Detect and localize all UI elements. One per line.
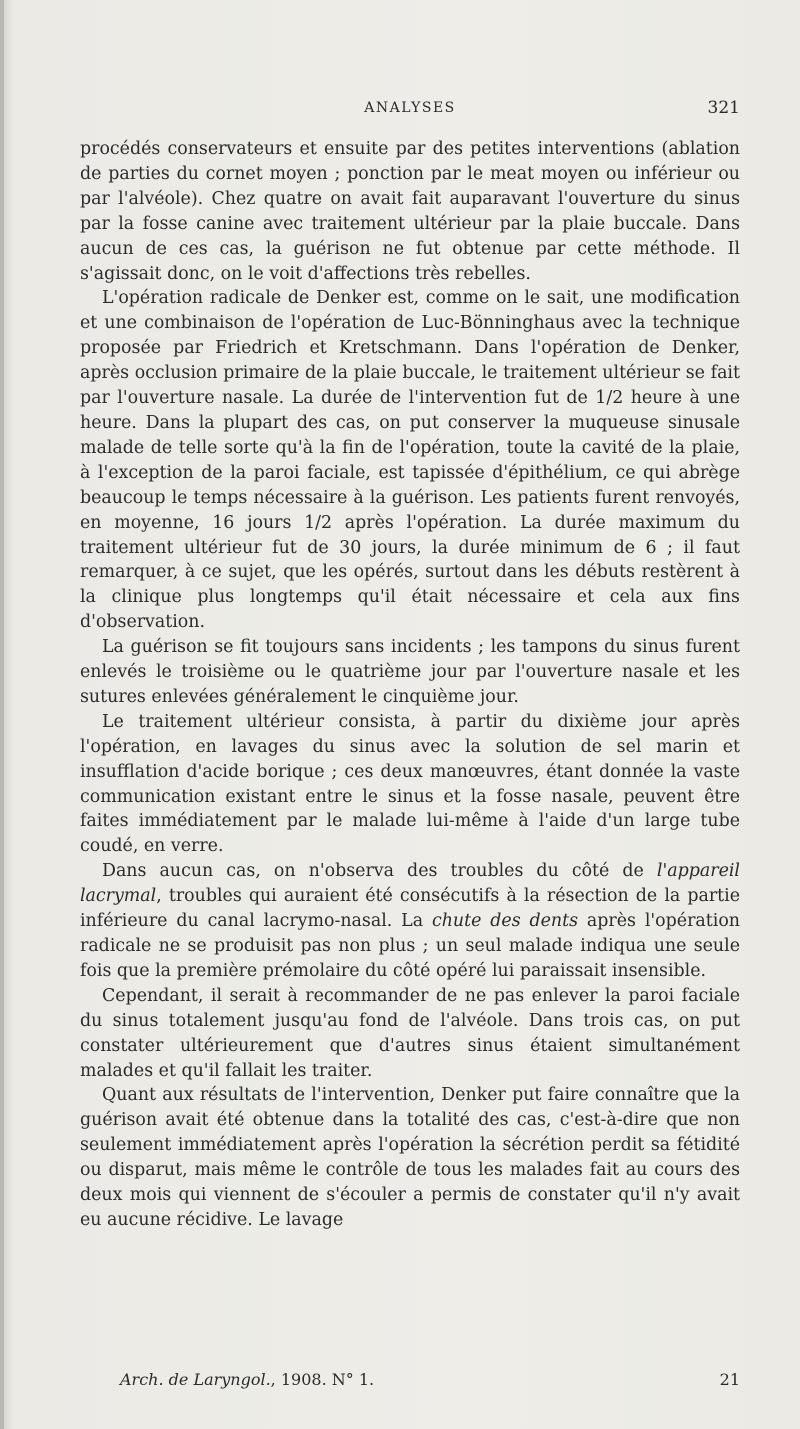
page-footer bbox=[80, 1370, 740, 1396]
text-segment: après l'opération radicale ne se produisit pas non plus ; un seul malade indiqua une seule fois que la première prémolaire du côté opéré lui paraissait insensible. bbox=[80, 911, 740, 981]
page-number: 321 bbox=[707, 98, 740, 118]
citation-journal: Arch. de Laryngol. bbox=[120, 1370, 271, 1389]
paragraph bbox=[80, 635, 740, 710]
running-head: ANALYSES bbox=[364, 100, 456, 116]
paragraph bbox=[80, 1083, 740, 1232]
text-segment: Cependant, il serait à recommander de ne pas enlever la paroi faciale du sinus totalement jusqu'au fond de l'alvéole. Dans trois cas, on put constater ultérieurement que d'autres sinus étaient simultanément malades et qu'il fallait les traiter. bbox=[80, 985, 740, 1081]
footer-citation bbox=[120, 1370, 374, 1389]
page-header bbox=[80, 100, 740, 124]
text-segment: Quant aux résultats de l'intervention, Denker put faire connaître que la guérison avait été obtenue dans la totalité des cas, c'est-à-dire que non seulement immédiatement après l'opération la sécrétion perdit sa fétidité ou disparut, mais même le contrôle de tous les malades fait au cours des deux mois qui viennent de s'écouler a permis de constater qu'il n'y avait eu aucune récidive. Le lavage bbox=[80, 1085, 740, 1230]
text-segment: La guérison se fit toujours sans incidents ; les tampons du sinus furent enlevés le troisième ou le quatrième jour par l'ouverture nasale et les sutures enlevées généralement le cinquième jour. bbox=[80, 637, 740, 707]
paragraph bbox=[80, 859, 740, 984]
text-segment: , troubles qui auraient été consécutifs à la résection de la partie inférieure du canal lacrymo-nasal. La bbox=[80, 886, 740, 932]
text-segment: L'opération radicale de Denker est, comme on le sait, une modification et une combinaison de l'opération de Luc-Bönninghaus avec la technique proposée par Friedrich et Kretschmann. Dans l'opération de Denker, après occlusion primaire de la plaie buccale, le traitement ultérieur se fait par l'ouverture nasale. La durée de l'intervention fut de 1/2 heure à une heure. Dans la plupart des cas, on put conserver la muqueuse sinusale malade de telle sorte qu'à la fin de l'opération, toute la cavité de la plaie, à l'exception de la paroi faciale, est tapissée d'épithélium, ce qui abrège beaucoup le temps nécessaire à la guérison. Les patients furent renvoyés, en moyenne, 16 jours 1/2 après l'opération. La durée maximum du traitement ultérieur fut de 30 jours, la durée minimum de 6 ; il faut remarquer, à ce sujet, que les opérés, surtout dans les débuts restèrent à la clinique plus longtemps qu'il était nécessaire et cela aux fins d'observation. bbox=[80, 288, 740, 633]
paragraph bbox=[80, 984, 740, 1084]
text-segment: procédés conservateurs et ensuite par des petites interventions (ablation de parties du cornet moyen ; ponction par le meat moyen ou inférieur ou par l'alvéole). Chez quatre on avait fait auparavant l'ouverture du sinus par la fosse canine avec traitement ultérieur par la plaie buccale. Dans aucun de ces cas, la guérison ne fut obtenue par cette méthode. Il s'agissait donc, on le voit d'affections très rebelles. bbox=[80, 139, 740, 284]
citation-issue: , 1908. N° 1. bbox=[270, 1370, 375, 1389]
paragraph bbox=[80, 710, 740, 859]
paragraph bbox=[80, 286, 740, 635]
italic-text: chute des dents bbox=[431, 911, 579, 932]
text-segment: Le traitement ultérieur consista, à partir du dixième jour après l'opération, en lavages du sinus avec la solution de sel marin et insufflation d'acide borique ; ces deux manœuvres, étant donnée la vaste communication existant entre le sinus et la fosse nasale, peuvent être faites immédiatement par le malade lui-même à l'aide d'un large tube coudé, en verre. bbox=[80, 711, 740, 857]
paragraph bbox=[80, 137, 740, 286]
body-text bbox=[80, 137, 740, 1233]
text-segment: Dans aucun cas, on n'observa des troubles du côté de bbox=[102, 861, 657, 882]
sheet-number: 21 bbox=[719, 1370, 740, 1389]
italic-text: l'appareil lacrymal bbox=[80, 861, 740, 907]
page-binding-edge bbox=[0, 0, 4, 1429]
